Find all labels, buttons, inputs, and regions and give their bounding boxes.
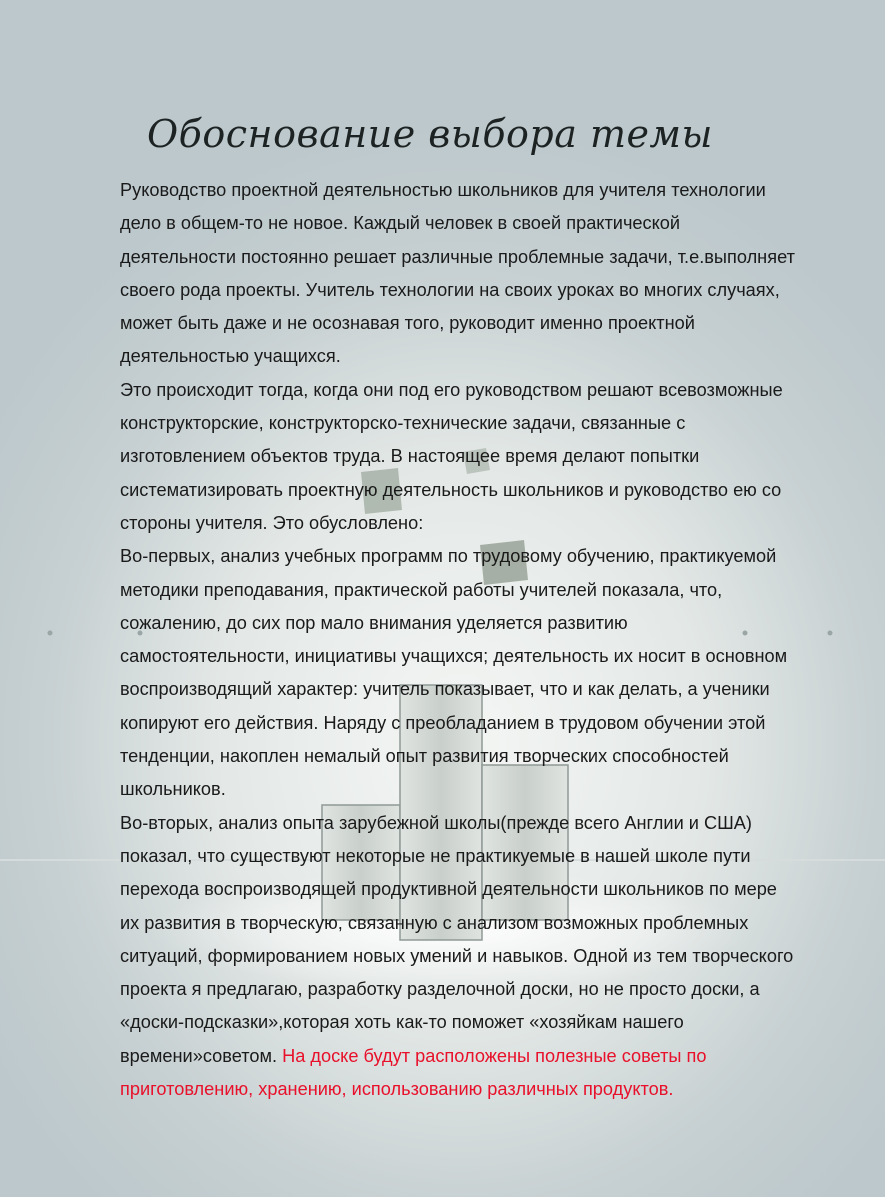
paragraph-intro: Руководство проектной деятельностью школьников для учителя технологии дело в общем-то не новое. Каждый человек в своей практической деятельности постоянно решает различные проблемные задачи, т.е.выполняет своего рода проекты. Учитель технологии на своих уроках во многих случаях, может быть даже и не осознавая того, руководит именно проектной деятельностью учащихся. <box>120 180 795 367</box>
paragraph-context: Это происходит тогда, когда они под его руководством решают всевозможные конструкторские, конструкторско-технические задачи, связанные с изготовлением объектов труда. В настоящее время делают попытки систематизировать проектную деятельность школьников и руководство ею со стороны учителя. Это обусловлено: <box>120 379 783 533</box>
paragraph-second-reason <box>120 807 800 1107</box>
document-body <box>120 174 800 1106</box>
paragraph-second-reason-text: Во-вторых, анализ опыта зарубежной школы(прежде всего Англии и США) показал, что существуют некоторые не практикуемые в нашей школе пути перехода воспроизводящей продуктивной деятельности школьников по мере их развития в творческую, связанную с анализом возможных проблемных ситуаций, формированием новых умений и навыков. Одной из тем творческого проекта я предлагаю, разработку разделочной доски, но не просто доски, а «доски-подсказки»,которая хоть как-то поможет «хозяйкам нашего времени»советом. <box>120 812 794 1066</box>
highlighted-note: На доске будут расположены полезные советы по приготовлению, хранению, использованию различных продуктов. <box>120 1045 707 1100</box>
paragraph-first-reason: Во-первых, анализ учебных программ по трудовому обучению, практикуемой методики преподавания, практической работы учителей показала, что, сожалению, до сих пор мало внимания уделяется развитию самостоятельности, инициативы учащихся; деятельность их носит в основном воспроизводящий характер: учитель показывает, что и как делать, а ученики копируют его действия. Наряду с преобладанием в трудовом обучении этой тенденции, накоплен немалый опыт развития творческих способностей школьников. <box>120 546 788 800</box>
page-title: Обоснование выбора темы <box>147 112 713 156</box>
